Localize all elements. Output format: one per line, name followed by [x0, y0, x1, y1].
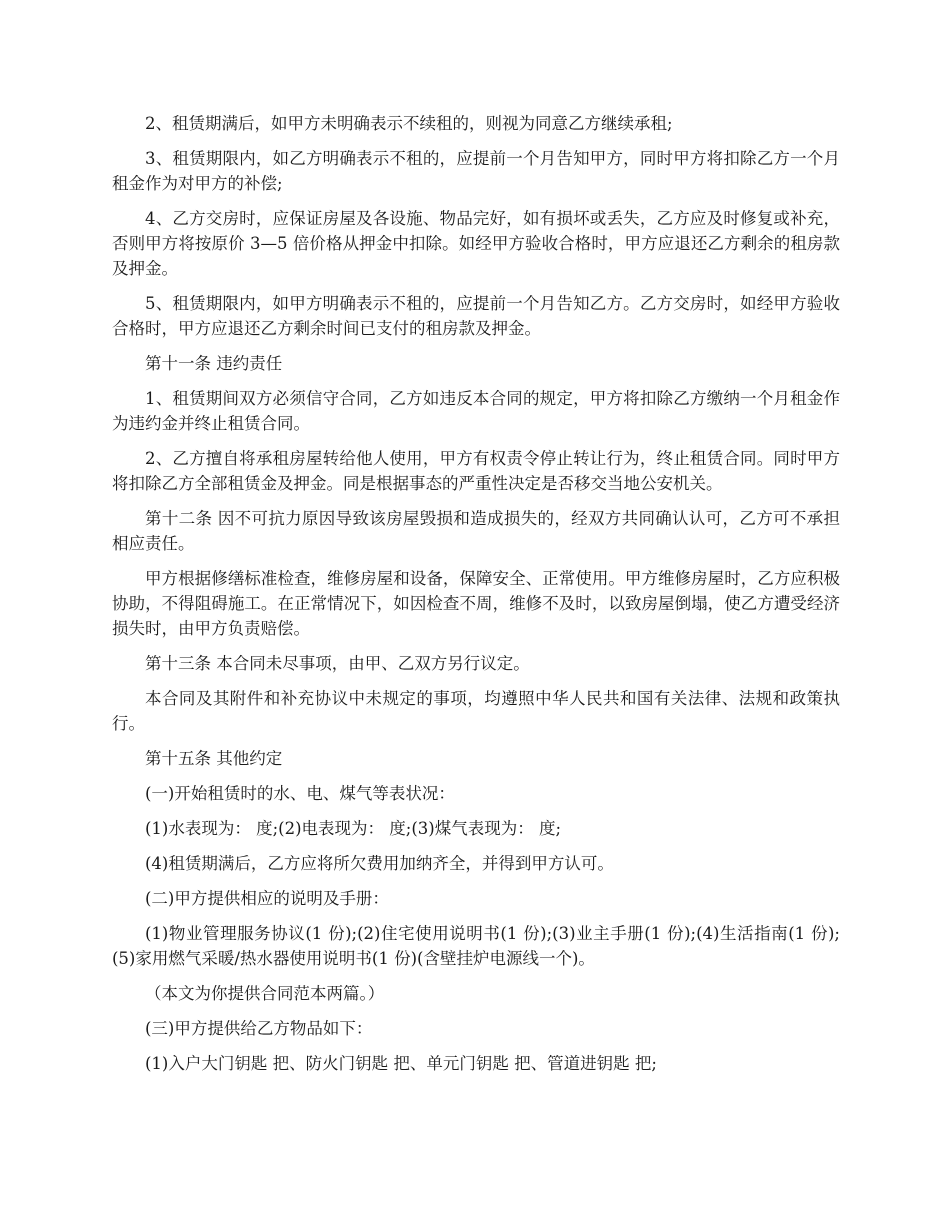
template-note: （本文为你提供合同范本两篇。） [145, 984, 385, 1003]
fees-settlement: (4)租赁期满后，乙方应将所欠费用加纳齐全，并得到甲方认可。 [145, 854, 614, 873]
repair-paragraph: 甲方根据修缮标准检查，维修房屋和设备，保障安全、正常使用。甲方维修房屋时，乙方应积极协助，不得阻碍施工。在正常情况下，如因检查不周，维修不及时，以致房屋倒塌，使乙方遭受经济损失时，由甲方负责赔偿。 [112, 569, 840, 638]
clause-15-heading: 第十五条 其他约定 [145, 749, 283, 768]
clause-10-item-2: 2、租赁期满后，如甲方未明确表示不续租的，则视为同意乙方继续承租; [145, 114, 673, 133]
clause-10-item-5: 5、租赁期限内，如甲方明确表示不租的，应提前一个月告知乙方。乙方交房时，如经甲方验收合格时，甲方应退还乙方剩余时间已支付的租房款及押金。 [112, 294, 840, 338]
clause-10-item-4: 4、乙方交房时，应保证房屋及各设施、物品完好，如有损坏或丢失，乙方应及时修复或补充，否则甲方将按原价 3—5 倍价格从押金中扣除。如经甲方验收合格时，甲方应退还乙方剩余的租房款及押金。 [112, 209, 840, 278]
manuals-list: (1)物业管理服务协议(1 份);(2)住宅使用说明书(1 份);(3)业主手册(1 份);(4)生活指南(1 份);(5)家用燃气采暖/热水器使用说明书(1 份)(含壁挂炉电源线一个)。 [112, 924, 840, 968]
clause-10-item-3: 3、租赁期限内，如乙方明确表示不租的，应提前一个月告知甲方，同时甲方将扣除乙方一个月租金作为对甲方的补偿; [112, 149, 840, 193]
clause-11-item-1: 1、租赁期间双方必须信守合同，乙方如违反本合同的规定，甲方将扣除乙方缴纳一个月租金作为违约金并终止租赁合同。 [112, 389, 840, 433]
clause-12-heading: 第十二条 因不可抗力原因导致该房屋毁损和造成损失的，经双方共同确认认可，乙方可不承担相应责任。 [112, 509, 840, 553]
meter-status-heading: (一)开始租赁时的水、电、煤气等表状况： [145, 784, 455, 803]
clause-11-heading: 第十一条 违约责任 [145, 354, 283, 373]
laws-paragraph: 本合同及其附件和补充协议中未规定的事项，均遵照中华人民共和国有关法律、法规和政策执行。 [112, 689, 840, 733]
meter-readings: (1)水表现为： 度;(2)电表现为： 度;(3)煤气表现为： 度; [145, 819, 562, 838]
clause-11-item-2: 2、乙方擅自将承租房屋转给他人使用，甲方有权责令停止转让行为，终止租赁合同。同时甲方将扣除乙方全部租赁金及押金。同是根据事态的严重性决定是否移交当地公安机关。 [112, 449, 840, 493]
manuals-heading: (二)甲方提供相应的说明及手册： [145, 889, 389, 908]
items-heading: (三)甲方提供给乙方物品如下： [145, 1019, 373, 1038]
document-body [112, 111, 840, 1086]
clause-13-heading: 第十三条 本合同未尽事项，由甲、乙双方另行议定。 [145, 654, 530, 673]
keys-list: (1)入户大门钥匙 把、防火门钥匙 把、单元门钥匙 把、管道进钥匙 把; [145, 1054, 657, 1073]
